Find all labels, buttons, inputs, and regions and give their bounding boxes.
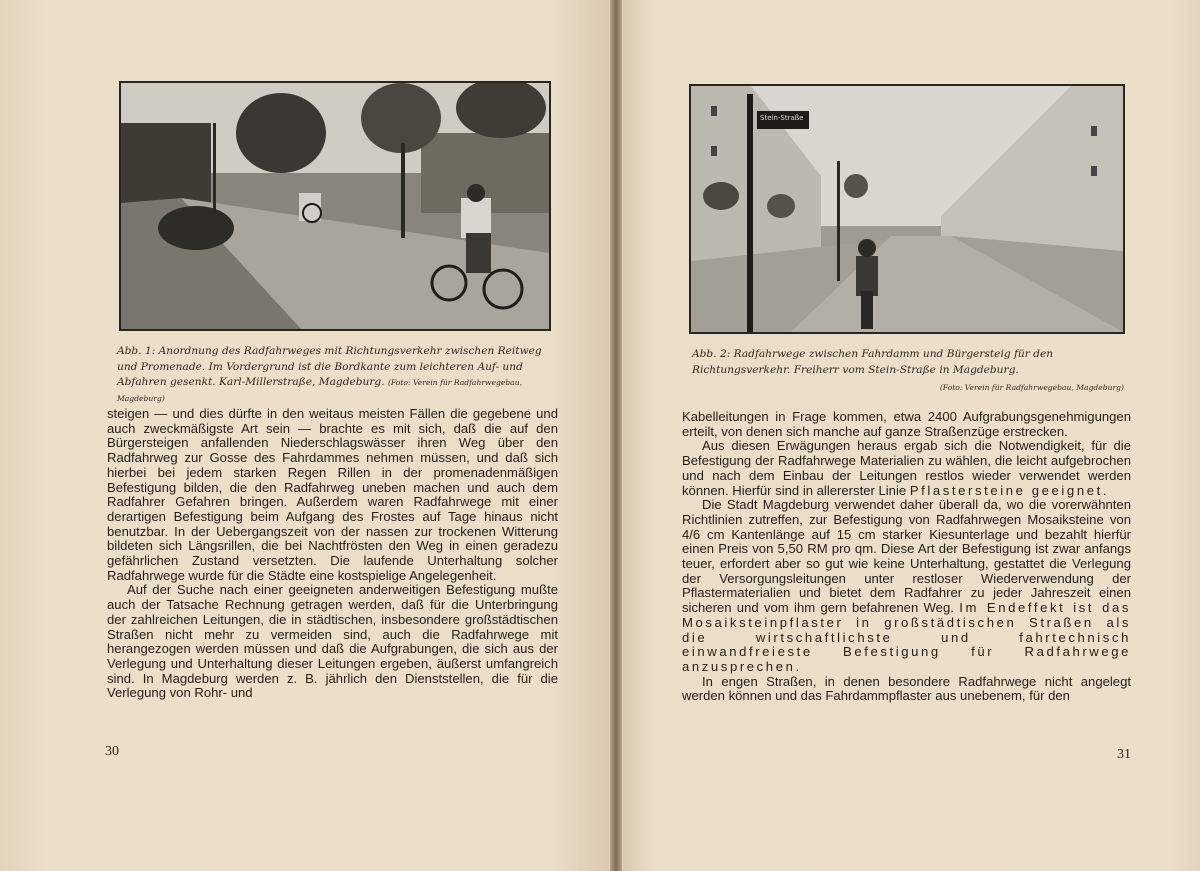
left-paragraph-2: Auf der Suche nach einer geeigneten anderweitigen Befestigung mußte auch der Tatsache Rechnung getragen werden, daß für die Unterbringung der zahlreichen Leitungen, die in städtischen, insbesondere großstädtischen Straßen nicht mehr zu vermeiden sind, auch die Radfahrwege mit herangezogen werden müssen und daß die Aufgrabungen, die sich aus der Verlegung und Unterhaltung dieser Leitungen ergeben, äußerst umfangreich sind. In Magdeburg werden z. B. jährlich den Dienststellen, die für die Verlegung von Rohr- und <box>107 582 558 701</box>
left-body-text <box>107 407 558 701</box>
street-sign-text: Stein-Straße <box>760 114 804 122</box>
figure-2-caption <box>692 347 1124 396</box>
right-paragraph-4: In engen Straßen, in denen besondere Radfahrwege nicht angelegt werden können und das Fahrdammpflaster aus unebenem, für den <box>682 673 1131 704</box>
figure-2-caption-text: Abb. 2: Radfahrwege zwischen Fahrdamm und Bürgersteig für den Richtungsverkehr. Freiherr vom Stein-Straße in Magdeburg. <box>692 348 1054 376</box>
right-paragraph-3 <box>682 498 1131 674</box>
right-paragraph-2-emphasis: Pflastersteine geeignet. <box>909 482 1110 498</box>
right-paragraph-3-emphasis: Im Endeffekt ist das Mosaiksteinpflaster in großstädtischen Straßen als die wirtschaftlichste und fahrtechnisch einwandfreieste Befestigung für Radfahrwege anzusprechen. <box>682 600 1131 674</box>
figure-1-caption-text: Abb. 1: Anordnung des Radfahrweges mit Richtungsverkehr zwischen Reitweg und Promenade. Im Vordergrund ist die Bordkante zum leichteren Auf- und Abfahren gesenkt. Karl-Millerstraße, Magdeburg. <box>117 345 542 388</box>
left-paragraph-1: steigen — und dies dürfte in den weitaus meisten Fällen die gegebene und auch zweckmäßigste Art sein — brachte es mit sich, daß die auf den Bürgersteigen anfallenden Niederschlagswässer ihren Weg über den Radfahrweg zur Gosse des Fahrdammes nehmen müssen, und daß sich hierbei bei jedem starken Regen Rillen in der promenadenmäßigen Befestigung bilden, die den Radfahrweg uneben machen und auch dem Radfahrer Gefahren bringen. Außerdem waren Radfahrwege mit einer derartigen Befestigung beim Aufgang des Frostes auf Tage hinaus nicht benutzbar. In der Uebergangszeit von der nassen zur trockenen Witterung bildeten sich Längsrillen, die bei Nachtfrösten den Weg in einen geradezu gefährlichen Zustand versetzten. Die laufende Unterhaltung solcher Radfahrwege wurde für die Städte eine kostspielige Angelegenheit. <box>107 406 558 583</box>
figure-1-photo <box>119 81 551 331</box>
right-paragraph-2-text: Aus diesen Erwägungen heraus ergab sich die Notwendigkeit, für die Befestigung der Radfahrwege Materialien zu wählen, die leicht aufgebrochen und nach dem Einbau der Leitungen restlos wieder verwendet werden können. Hierfür sind in allererster Linie <box>682 438 1131 498</box>
figure-1-caption <box>117 344 549 406</box>
figure-2-credit: (Foto: Verein für Radfahrwegebau, Magdeburg) <box>939 383 1124 392</box>
right-page-number: 31 <box>1117 747 1131 762</box>
right-paragraph-1: Kabelleitungen in Frage kommen, etwa 2400 Aufgrabungsgenehmigungen erteilt, von denen sich manche auf ganze Straßenzüge erstrecken. <box>682 409 1131 439</box>
left-page-number: 30 <box>105 744 119 759</box>
book-gutter <box>610 0 622 871</box>
right-paragraph-3-text: Die Stadt Magdeburg verwendet daher überall da, wo die vorerwähnten Richtlinien zutreffen, zur Befestigung von Radfahrwegen Mosaiksteine von 4/6 cm Kantenlänge auf 15 cm starker Kiesunterlage und bezahlt hierfür einen Preis von 5,50 RM pro qm. Diese Art der Befestigung ist zwar anfangs teuer, erfordert aber so gut wie keine Unterhaltung, gestattet die Verlegung der Versorgungsleitungen unter restloser Wiederverwendung der Pflastermaterialien und bietet dem Radfahrer zu jeder Jahreszeit einen sicheren und vom ihm gern befahrenen Weg. <box>682 497 1131 616</box>
figure-1-image <box>121 83 549 329</box>
right-paragraph-2 <box>682 439 1131 498</box>
figure-2-photo <box>689 84 1125 334</box>
figure-2-image <box>691 86 1123 332</box>
figure-1-credit: (Foto: Verein für Radfahrwegebau, Magdeburg) <box>117 378 523 403</box>
right-body-text <box>682 410 1131 704</box>
